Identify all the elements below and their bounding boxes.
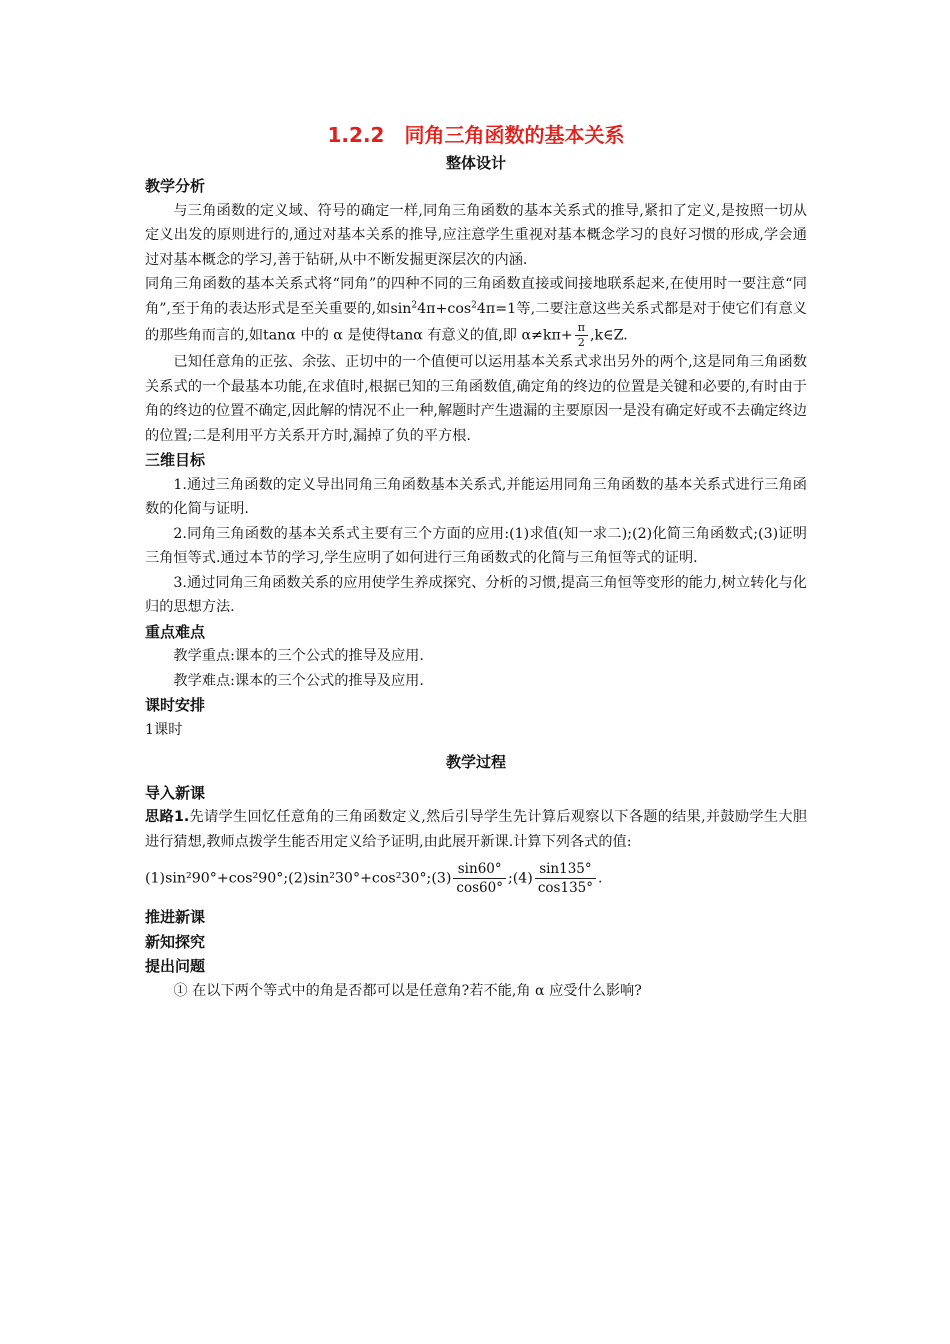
analysis-paragraph-1: 与三角函数的定义域、符号的确定一样,同角三角函数的基本关系式的推导,紧扣了定义,是按照一切从定义出发的原则进行的,通过对基本关系的推导,应注意学生重视对基本概念学习的良好习惯的形成,学会通过对基本概念的学习,善于钻研,从中不断发掘更深层次的内涵.	[145, 202, 807, 268]
fraction-4-numerator: sin135°	[535, 860, 596, 879]
key-points-heading: 重点难点	[145, 622, 206, 641]
pi-over-2-fraction	[575, 321, 588, 350]
p2-sup-1: 2	[411, 299, 418, 310]
analysis-paragraph-3: 已知任意角的正弦、余弦、正切中的一个值便可以运用基本关系式求出另外的两个,这是同角三角函数关系式的一个最基本功能,在求值时,根据已知的三角函数值,确定角的终边的位置是关键和必要的,有时由于角的终边的位置不确定,因此解的情况不止一种,解题时产生遗漏的主要原因一是没有确定好或不去确定终边的位置;二是利用平方关系开方时,漏掉了负的平方根.	[145, 354, 807, 444]
document-page	[145, 118, 807, 1003]
goal-item-1: 1.通过三角函数的定义导出同角三角函数基本关系式,并能运用同角三角函数的基本关系式进行三角函数的化简与证明.	[145, 476, 807, 517]
fraction-3-denominator: cos60°	[456, 880, 503, 896]
idea-text: 先请学生回忆任意角的三角函数定义,然后引导学生先计算后观察以下各题的结果,并鼓励学生大胆进行猜想,教师点拨学生能否用定义给予证明,由此展开新课.计算下列各式的值:	[145, 809, 808, 850]
goals-heading: 三维目标	[145, 451, 206, 469]
overall-design-heading: 整体设计	[445, 154, 506, 172]
fraction-4	[535, 860, 596, 897]
intro-heading: 导入新课	[145, 783, 206, 802]
schedule-heading: 课时安排	[145, 696, 206, 714]
analysis-paragraph-2	[145, 272, 807, 350]
p2-text-b: 4π+cos	[417, 300, 472, 317]
schedule-text: 1课时	[145, 721, 183, 738]
fraction-numerator: π	[575, 321, 588, 336]
fraction-denominator: 2	[577, 336, 585, 349]
question-1: ① 在以下两个等式中的角是否都可以是任意角?若不能,角 α 应受什么影响?	[173, 982, 642, 999]
document-title: 1.2.2 同角三角函数的基本关系	[327, 123, 625, 147]
analysis-heading: 教学分析	[145, 177, 206, 195]
fraction-4-denominator: cos135°	[537, 880, 593, 896]
process-heading: 教学过程	[445, 753, 506, 771]
key-point-difficulty: 教学难点:课本的三个公式的推导及应用.	[173, 672, 424, 689]
idea-label: 思路1.	[145, 809, 190, 825]
p2-text-a: 同角三角函数的基本关系式将“同角”的四种不同的三角函数直接或间接地联系起来,在使用时一要注意“同角”,至于角的表达形式是至关重要的,如sin	[145, 276, 807, 317]
fraction-3-numerator: sin60°	[453, 860, 506, 879]
expr-separator: ;(4)	[507, 870, 533, 887]
explore-heading: 新知探究	[145, 932, 206, 951]
idea-paragraph	[145, 805, 807, 854]
expr-end: .	[598, 870, 603, 887]
p2-text-d: ,k∈Z.	[589, 327, 628, 344]
goal-item-3: 3.通过同角三角函数关系的应用使学生养成探究、分析的习惯,提高三角恒等变形的能力,树立转化与化归的思想方法.	[145, 574, 807, 615]
advance-heading: 推进新课	[145, 908, 206, 926]
goal-item-2: 2.同角三角函数的基本关系式主要有三个方面的应用:(1)求值(知一求二);(2)化简三角函数式;(3)证明三角恒等式.通过本节的学习,学生应明了如何进行三角函数式的化简与三角恒等式的证明.	[145, 525, 807, 566]
p2-text-c: 4π=1等,二要注意这些关系式都是对于使它们有意义的那些角而言的,如tanα 中的 α 是使得tanα 有意义的值,即 α≠kπ+	[145, 300, 807, 344]
fraction-3	[453, 860, 506, 897]
question-heading: 提出问题	[145, 957, 206, 975]
p2-sup-2: 2	[471, 299, 477, 310]
key-point-focus: 教学重点:课本的三个公式的推导及应用.	[173, 648, 424, 664]
expr-part-1: (1)sin²90°+cos²90°;(2)sin²30°+cos²30°;(3)	[145, 870, 452, 887]
expression-line	[145, 860, 807, 897]
